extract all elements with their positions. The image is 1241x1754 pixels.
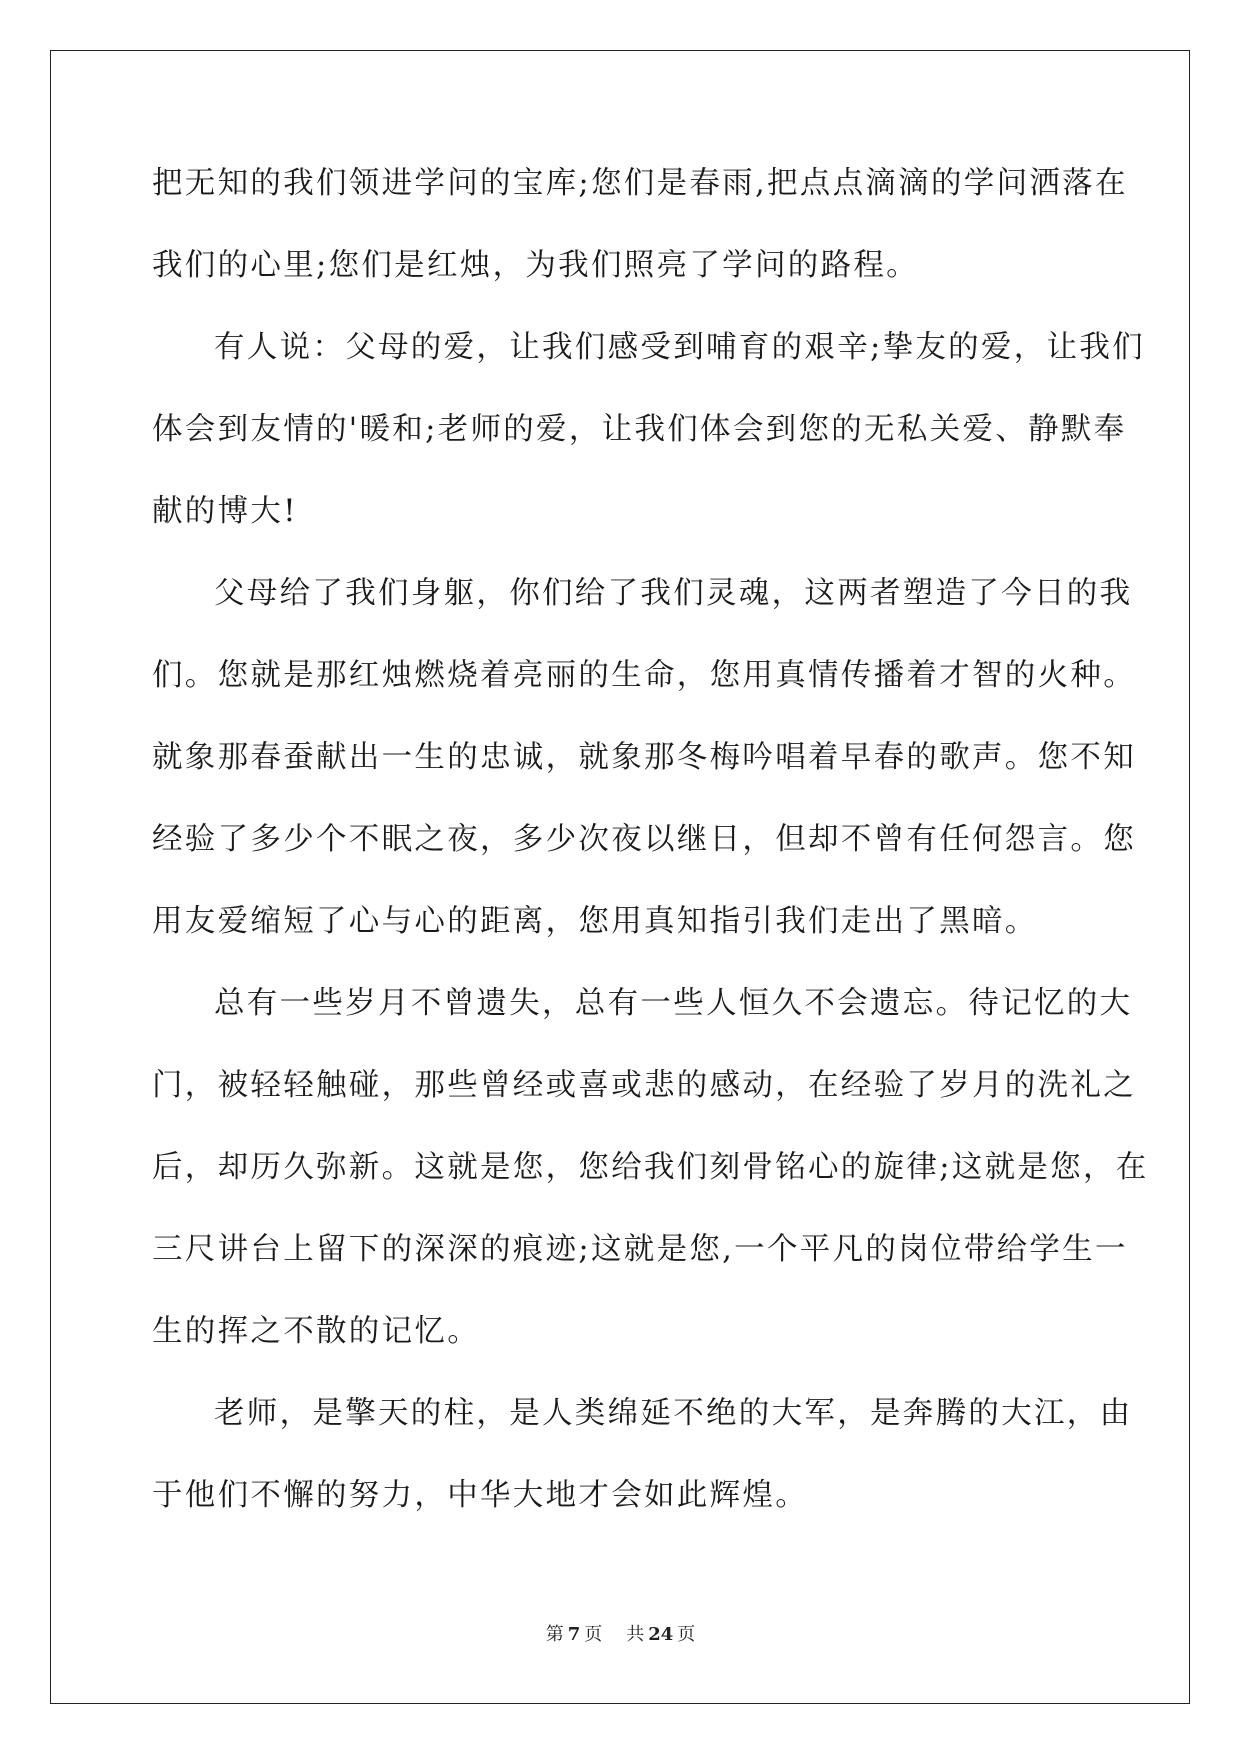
paragraph-start-line: 有人说：父母的爱，让我们感受到哺育的艰辛;挚友的爱，让我们: [214, 330, 1145, 365]
text-line: 把无知的我们领进学问的宝库;您们是春雨,把点点滴滴的学问洒落在: [152, 166, 1128, 201]
text-line: 就象那春蚕献出一生的忠诚，就象那冬梅吟唱着早春的歌声。您不知: [152, 740, 1136, 775]
text-line: 后，却历久弥新。这就是您，您给我们刻骨铭心的旋律;这就是您，在: [152, 1150, 1149, 1185]
paragraph-start-line: 总有一些岁月不曾遗失，总有一些人恒久不会遗忘。待记忆的大: [214, 986, 1133, 1021]
footer-total-prefix: 共: [626, 1624, 645, 1645]
footer-total-unit: 页: [677, 1624, 696, 1645]
text-line: 门，被轻轻触碰，那些曾经或喜或悲的感动，在经验了岁月的洗礼之: [152, 1068, 1136, 1103]
text-line: 我们的心里;您们是红烛，为我们照亮了学问的路程。: [152, 248, 919, 283]
text-line: 经验了多少个不眠之夜，多少次夜以继日，但却不曾有任何怨言。您: [152, 822, 1136, 857]
text-line: 三尺讲台上留下的深深的痕迹;这就是您,一个平凡的岗位带给学生一: [152, 1232, 1128, 1267]
footer-page-unit: 页: [584, 1624, 603, 1645]
text-line: 们。您就是那红烛燃烧着亮丽的生命，您用真情传播着才智的火种。: [152, 658, 1136, 693]
current-page-number: 7: [567, 1624, 581, 1645]
document-body: [152, 163, 1149, 1557]
paragraph-start-line: 老师，是擎天的柱，是人类绵延不绝的大军，是奔腾的大江，由: [214, 1396, 1133, 1431]
text-line: 于他们不懈的努力，中华大地才会如此辉煌。: [152, 1478, 808, 1513]
text-line: 生的挥之不散的记忆。: [152, 1314, 480, 1349]
text-line: 用友爱缩短了心与心的距离，您用真知指引我们走出了黑暗。: [152, 904, 1038, 939]
text-line: 献的博大!: [152, 494, 298, 529]
paragraph-start-line: 父母给了我们身躯，你们给了我们灵魂，这两者塑造了今日的我: [214, 576, 1133, 611]
total-page-count: 24: [648, 1624, 674, 1645]
page-footer: [0, 1620, 1241, 1646]
text-line: 体会到友情的'暖和;老师的爱，让我们体会到您的无私关爱、静默奉: [152, 412, 1127, 447]
footer-prefix: 第: [545, 1624, 564, 1645]
